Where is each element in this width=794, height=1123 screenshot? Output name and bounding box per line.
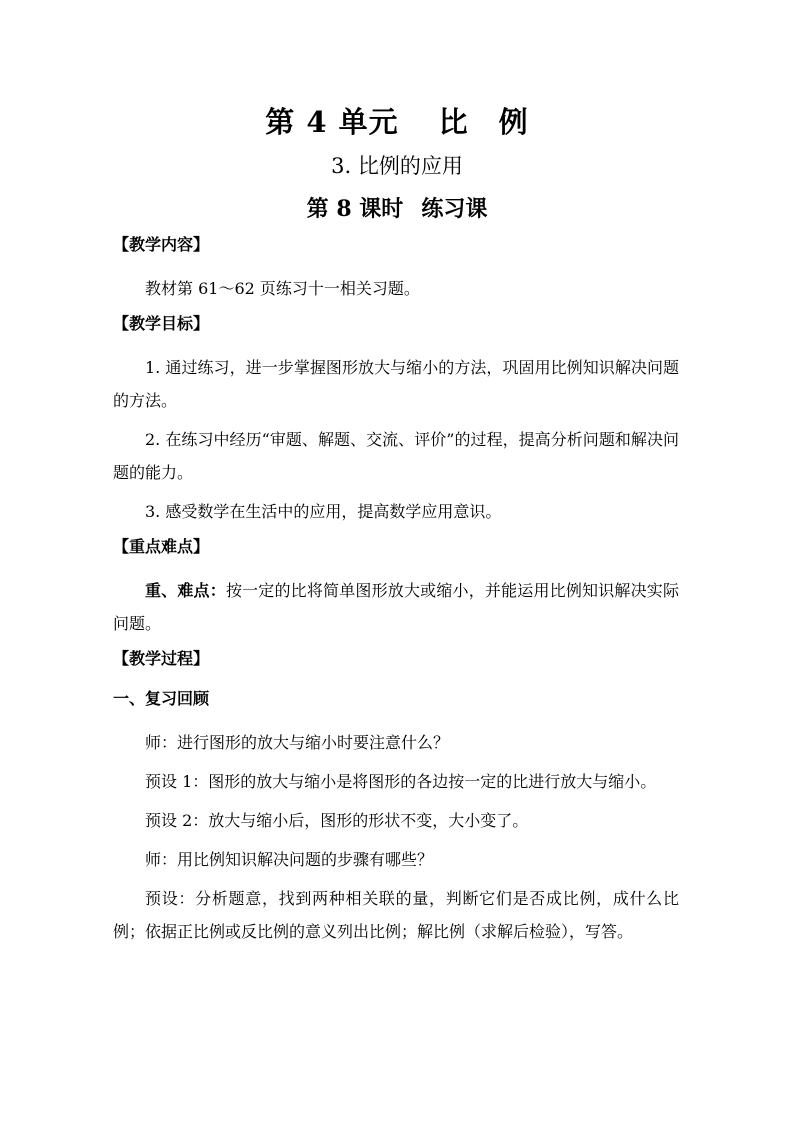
unit-title — [0, 100, 794, 141]
process-paragraph-3: 预设 2：放大与缩小后，图形的形状不变，大小变了。 — [145, 811, 529, 830]
unit-number: 第 4 单元 — [265, 105, 399, 139]
document-body — [113, 232, 679, 954]
key-points-label: 重、难点： — [145, 581, 226, 600]
process-paragraph-4: 师：用比例知识解决问题的步骤有哪些？ — [145, 850, 434, 869]
goal-1: 1. 通过练习，进一步掌握图形放大与缩小的方法，巩固用比例知识解决问题的方法。 — [113, 358, 679, 410]
key-points-body: 按一定的比将简单图形放大或缩小，并能运用比例知识解决实际问题。 — [113, 581, 679, 633]
process-paragraph-5: 预设：分析题意，找到两种相关联的量，判断它们是否成比例，成什么比例；依据正比例或反比例的意义列出比例；解比例（求解后检验），写答。 — [113, 889, 679, 941]
teaching-process-heading: 【教学过程】 — [113, 649, 210, 668]
process-paragraph-1: 师：进行图形的放大与缩小时要注意什么？ — [145, 733, 450, 752]
teaching-content-text: 教材第 61～62 页练习十一相关习题。 — [145, 279, 420, 298]
goal-3: 3. 感受数学在生活中的应用，提高数学应用意识。 — [145, 502, 502, 521]
lesson-title — [0, 192, 794, 223]
unit-name: 比 例 — [438, 105, 529, 139]
lesson-type: 练习课 — [421, 196, 488, 222]
section-subtitle: 3. 比例的应用 — [331, 154, 463, 178]
teaching-goals-heading: 【教学目标】 — [113, 314, 210, 333]
goal-2: 2. 在练习中经历“审题、解题、交流、评价”的过程，提高分析问题和解决问题的能力。 — [113, 430, 679, 482]
review-heading: 一、复习回顾 — [113, 689, 210, 708]
key-points-text — [113, 574, 679, 640]
process-paragraph-2: 预设 1：图形的放大与缩小是将图形的各边按一定的比进行放大与缩小。 — [145, 772, 657, 791]
key-points-heading: 【重点难点】 — [113, 537, 210, 556]
teaching-content-heading: 【教学内容】 — [113, 235, 210, 254]
lesson-number: 第 8 课时 — [306, 196, 404, 222]
